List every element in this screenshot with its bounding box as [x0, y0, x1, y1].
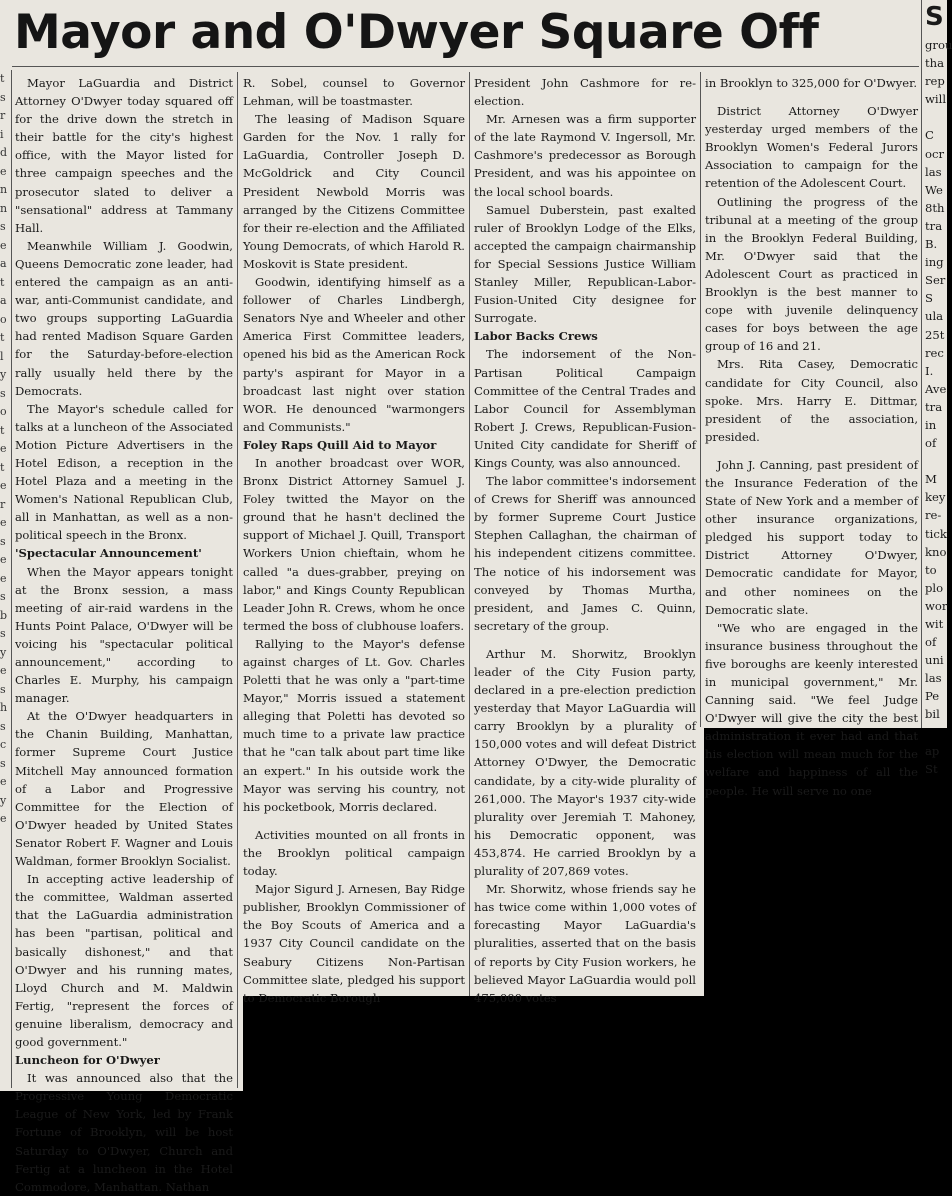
margin-letter: e — [0, 775, 7, 788]
margin-letter: s — [0, 90, 6, 104]
article-column-3 — [474, 74, 696, 1005]
paragraph: in Brooklyn to 325,000 for O'Dwyer. — [705, 76, 918, 90]
edge-fragment — [925, 724, 947, 742]
section-break — [243, 816, 465, 826]
paragraph: Rallying to the Mayor's defense against charges of Lt. Gov. Charles Poletti that he was only a "part-time Mayor," Morris issued a statement alleging that Poletti has devoted so much time to a private law practice that he "can talk about part time like an expert." In his outside work the Mayor was serving his country, not his pocketbook, Morris declared. — [243, 636, 465, 814]
edge-fragment: C — [925, 128, 934, 143]
margin-letter: e — [0, 553, 7, 566]
margin-letter: n — [0, 183, 8, 196]
subhead: 'Spectacular Announcement' — [15, 546, 202, 561]
paragraph: The Mayor's schedule called for talks at a luncheon of the Associated Motion Picture Advertisers in the Hotel Edison, a reception in the Hotel Plaza and a meeting in the Women's National Republican Club, all in Manhattan, as well as a non-political speech in the Bronx. — [15, 401, 233, 543]
margin-letter: t — [0, 423, 5, 437]
paragraph: Activities mounted on all fronts in the Brooklyn political campaign today. — [243, 827, 465, 879]
edge-fragment: 8th — [925, 200, 945, 215]
margin-letter: o — [0, 312, 7, 326]
paragraph: Mrs. Rita Casey, Democratic candidate for City Council, also spoke. Mrs. Harry E. Dittmar, president of the association, presided. — [705, 357, 918, 444]
margin-letter: e — [0, 164, 7, 178]
margin-letter: s — [0, 627, 6, 640]
edge-fragment: Ave — [925, 381, 947, 396]
column-rule-2 — [469, 72, 470, 996]
paragraph: Meanwhile William J. Goodwin, Queens Democratic zone leader, had entered the campaign as an anti-war, anti-Communist candidate, and two groups supporting LaGuardia had rented Madison Square Garden for the Saturday-before-election rally usually held there by the Democrats. — [15, 238, 233, 398]
edge-fragment: key — [925, 490, 946, 505]
paragraph: Samuel Duberstein, past exalted ruler of Brooklyn Lodge of the Elks, accepted the campaign chairmanship for Special Sessions Justice William Stanley Miller, Republican-Labor-Fusion-United City designee for Surrogate. — [474, 202, 696, 326]
edge-fragment: will — [925, 92, 947, 107]
article-column-4 — [705, 74, 918, 798]
paragraph: President John Cashmore for re-election. — [474, 76, 696, 109]
margin-letter: s — [0, 682, 6, 696]
edge-fragment: ula — [925, 309, 944, 324]
column-rule-4 — [921, 0, 922, 728]
paragraph: In accepting active leadership of the committee, Waldman asserted that the LaGuardia administration has been "partisan, political and basically dishonest," and that O'Dwyer and his running mates, Lloyd Church and M. Maldwin Fertig, "represent the forces of genuine liberalism, democracy and good government." — [15, 872, 233, 1049]
margin-letter: s — [0, 534, 6, 548]
edge-fragment: B. — [925, 237, 938, 252]
paragraph: District Attorney O'Dwyer yesterday urged members of the Brooklyn Women's Federal Jurors Association to campaign for the retention of the Adolescent Court. — [705, 104, 918, 191]
margin-letter: t — [0, 72, 5, 85]
paragraph: Arthur M. Shorwitz, Brooklyn leader of the City Fusion party, declared in a pre-election prediction yesterday that Mayor LaGuardia will carry Brooklyn by a plurality of 150,000 votes and will defeat District Attorney O'Dwyer, the Democratic candidate, by a city-wide plurality of 261,000. The Mayor's 1937 city-wide plurality over Jeremiah T. Mahoney, his Democratic opponent, was 453,874. He carried Brooklyn by a plurality of 207,869 votes. — [474, 646, 696, 879]
margin-letter: y — [0, 368, 7, 381]
column-rule-1 — [237, 72, 238, 1088]
edge-fragment: I. — [925, 363, 934, 378]
edge-fragment: bil — [925, 707, 940, 722]
paragraph: Mr. Arnesen was a firm supporter of the late Raymond V. Ingersoll, Mr. Cashmore's predecessor as Borough President, and was his appointee on the local school boards. — [474, 112, 696, 199]
margin-letter: t — [0, 460, 5, 474]
edge-fragment: wit — [925, 617, 944, 631]
left-border-rule — [11, 70, 12, 1088]
margin-letter: e — [0, 442, 7, 455]
left-margin-fragments — [0, 70, 9, 1070]
edge-fragment: Ser — [925, 273, 946, 288]
margin-letter: n — [0, 201, 8, 215]
margin-letter: t — [0, 331, 5, 344]
edge-fragment: of — [925, 436, 937, 451]
headline: Mayor and O'Dwyer Square Off — [14, 5, 819, 60]
margin-letter: y — [0, 645, 7, 659]
edge-fragment: uni — [925, 653, 944, 668]
edge-fragment: St — [925, 761, 938, 776]
adjacent-headline-fragment: S — [925, 2, 944, 32]
margin-letter: s — [0, 719, 6, 733]
margin-letter: s — [0, 756, 6, 770]
paragraph: It was announced also that the Progressive Young Democratic League of New York, led by Frank Fortune of Brooklyn, will be host Saturday to O'Dwyer, Church and Fertig at a luncheon in the Hotel Commodore, Manhattan. Nathan — [15, 1071, 233, 1194]
subhead: Foley Raps Quill Aid to Mayor — [243, 437, 437, 452]
paragraph: R. Sobel, counsel to Governor Lehman, will be toastmaster. — [243, 76, 465, 109]
margin-letter: s — [0, 386, 6, 400]
edge-fragment: tra — [925, 218, 943, 233]
edge-fragment: las — [925, 164, 942, 179]
column-rule-3 — [700, 72, 701, 727]
article-column-2 — [243, 74, 465, 1005]
right-edge-fragments — [925, 2, 952, 776]
margin-letter: e — [0, 571, 7, 585]
edge-fragment: Pe — [925, 689, 940, 704]
edge-fragment: tha — [925, 56, 945, 71]
edge-fragment: ing — [925, 255, 944, 270]
margin-letter: t — [0, 275, 5, 289]
edge-fragment: M — [925, 472, 937, 487]
edge-fragment — [925, 452, 947, 470]
headline-rule — [12, 66, 919, 67]
margin-letter: h — [0, 701, 8, 714]
edge-fragment: rep — [925, 74, 945, 89]
paragraph: Mayor LaGuardia and District Attorney O'Dwyer today squared off for the drive down the stretch in their battle for the city's highest office, with the Mayor listed for three campaign speeches and the prosecutor slated to deliver a "sensational" address at Tammany Hall. — [15, 76, 233, 235]
margin-letter: e — [0, 812, 7, 825]
edge-fragment: tick — [925, 526, 947, 541]
edge-fragment: re- — [925, 508, 942, 523]
paragraph: Outlining the progress of the tribunal at a meeting of the group in the Brooklyn Federal Building, Mr. O'Dwyer said that the Adolescent Court as practiced in Brooklyn is the best manner to cope with juvenile delinquency cases for boys between the age group of 16 and 21. — [705, 194, 918, 354]
edge-fragment: wor — [925, 598, 948, 613]
edge-fragment: 25t — [925, 327, 945, 342]
edge-fragment: grou — [925, 38, 952, 52]
edge-fragment: to — [925, 562, 937, 577]
margin-letter: c — [0, 738, 7, 751]
subhead: Luncheon for O'Dwyer — [15, 1053, 160, 1068]
section-break — [474, 635, 696, 645]
edge-fragment: We — [925, 182, 943, 197]
margin-letter: o — [0, 405, 7, 418]
margin-letter: r — [0, 497, 6, 511]
paragraph: Goodwin, identifying himself as a follower of Charles Lindbergh, Senators Nye and Wheeler and other America First Committee leaders, opened his bid as the American Rock party's aspirant for Mayor in a broadcast last night over station WOR. He denounced "warmongers and Communists." — [243, 275, 465, 434]
edge-fragment: of — [925, 635, 937, 650]
margin-letter: e — [0, 479, 7, 492]
edge-fragment: las — [925, 671, 942, 686]
margin-letter: y — [0, 793, 7, 807]
paragraph: Mr. Shorwitz, whose friends say he has twice come within 1,000 votes of forecasting Mayor LaGuardia's pluralities, asserted that on the basis of reports by City Fusion workers, he believed Mayor LaGuardia would poll 475,000 votes — [474, 882, 696, 1005]
subhead: Labor Backs Crews — [474, 329, 598, 344]
margin-letter: l — [0, 349, 4, 363]
paragraph: When the Mayor appears tonight at the Bronx session, a mass meeting of air-raid wardens in the Hunts Point Palace, O'Dwyer will be voicing his "spectacular political announcement," according to Charles E. Murphy, his campaign manager. — [15, 564, 233, 706]
margin-letter: b — [0, 608, 8, 622]
section-break — [705, 446, 918, 456]
margin-letter: a — [0, 257, 7, 270]
margin-letter: s — [0, 590, 6, 603]
margin-letter: e — [0, 238, 7, 252]
article-column-1 — [15, 74, 233, 1194]
margin-letter: s — [0, 220, 6, 233]
section-break — [705, 92, 918, 102]
paragraph: In another broadcast over WOR, Bronx District Attorney Samuel J. Foley twitted the Mayor on the ground that he hasn't declined the support of Michael J. Quill, Transport Workers Union chieftain, whom he called "a dues-grabber, preying on labor," and Kings County Republican Leader John R. Crews, whom he once termed the boss of clubhouse loafers. — [243, 455, 465, 633]
paragraph: Major Sigurd J. Arnesen, Bay Ridge publisher, Brooklyn Commissioner of the Boy Scouts of America and a 1937 City Council candidate on the Seabury Citizens Non-Partisan Committee slate, pledged his support to Democratic Borough — [243, 882, 465, 1005]
edge-fragment: rec — [925, 345, 944, 360]
paragraph: "We who are engaged in the insurance business throughout the five boroughs are keenly interested in municipal government," Mr. Canning said. "We feel Judge O'Dwyer will give the city the best administration it ever had and that his election will mean much for the welfare and happiness of all the people. He will serve no one — [705, 620, 918, 798]
paragraph: The labor committee's indorsement of Crews for Sheriff was announced by former Supreme Court Justice Stephen Callaghan, the chairman of his independent citizens committee. The notice of his indorsement was conveyed by Thomas Murtha, president, and James C. Quinn, secretary of the group. — [474, 474, 696, 633]
margin-letter: d — [0, 146, 8, 159]
margin-letter: r — [0, 109, 6, 122]
paragraph: The indorsement of the Non-Partisan Political Campaign Committee of the Central Trades and Labor Council for Assemblyman Robert J. Crews, Republican-Fusion-United City candidate for Sheriff of Kings County, was also announced. — [474, 347, 696, 470]
margin-letter: e — [0, 516, 7, 529]
edge-fragment: in — [925, 417, 937, 432]
edge-fragment: ocr — [925, 146, 945, 161]
margin-letter: i — [0, 127, 4, 141]
paragraph: The leasing of Madison Square Garden for the Nov. 1 rally for LaGuardia, Controller Joseph D. McGoldrick and City Council President Newbold Morris was arranged by the Citizens Committee for their re-election and the Affiliated Young Democrats, of which Harold R. Moskovit is State president. — [243, 112, 465, 271]
edge-fragment — [925, 108, 947, 126]
paragraph: John J. Canning, past president of the Insurance Federation of the State of New York and a member of other insurance organizations, pledged his support today to District Attorney O'Dwyer, Democratic candidate for Mayor, and other nominees on the Democratic slate. — [705, 457, 918, 617]
edge-fragment: plo — [925, 580, 944, 595]
edge-fragment: tra — [925, 399, 943, 414]
edge-fragment: ap — [925, 743, 940, 758]
paragraph: At the O'Dwyer headquarters in the Chanin Building, Manhattan, former Supreme Court Justice Mitchell May announced formation of a Labor and Progressive Committee for the Election of O'Dwyer headed by United States Senator Robert F. Wagner and Louis Waldman, former Brooklyn Socialist. — [15, 709, 233, 869]
edge-fragment: kno — [925, 544, 947, 559]
edge-fragment: S — [925, 291, 933, 306]
margin-letter: a — [0, 294, 7, 307]
margin-letter: e — [0, 664, 7, 677]
